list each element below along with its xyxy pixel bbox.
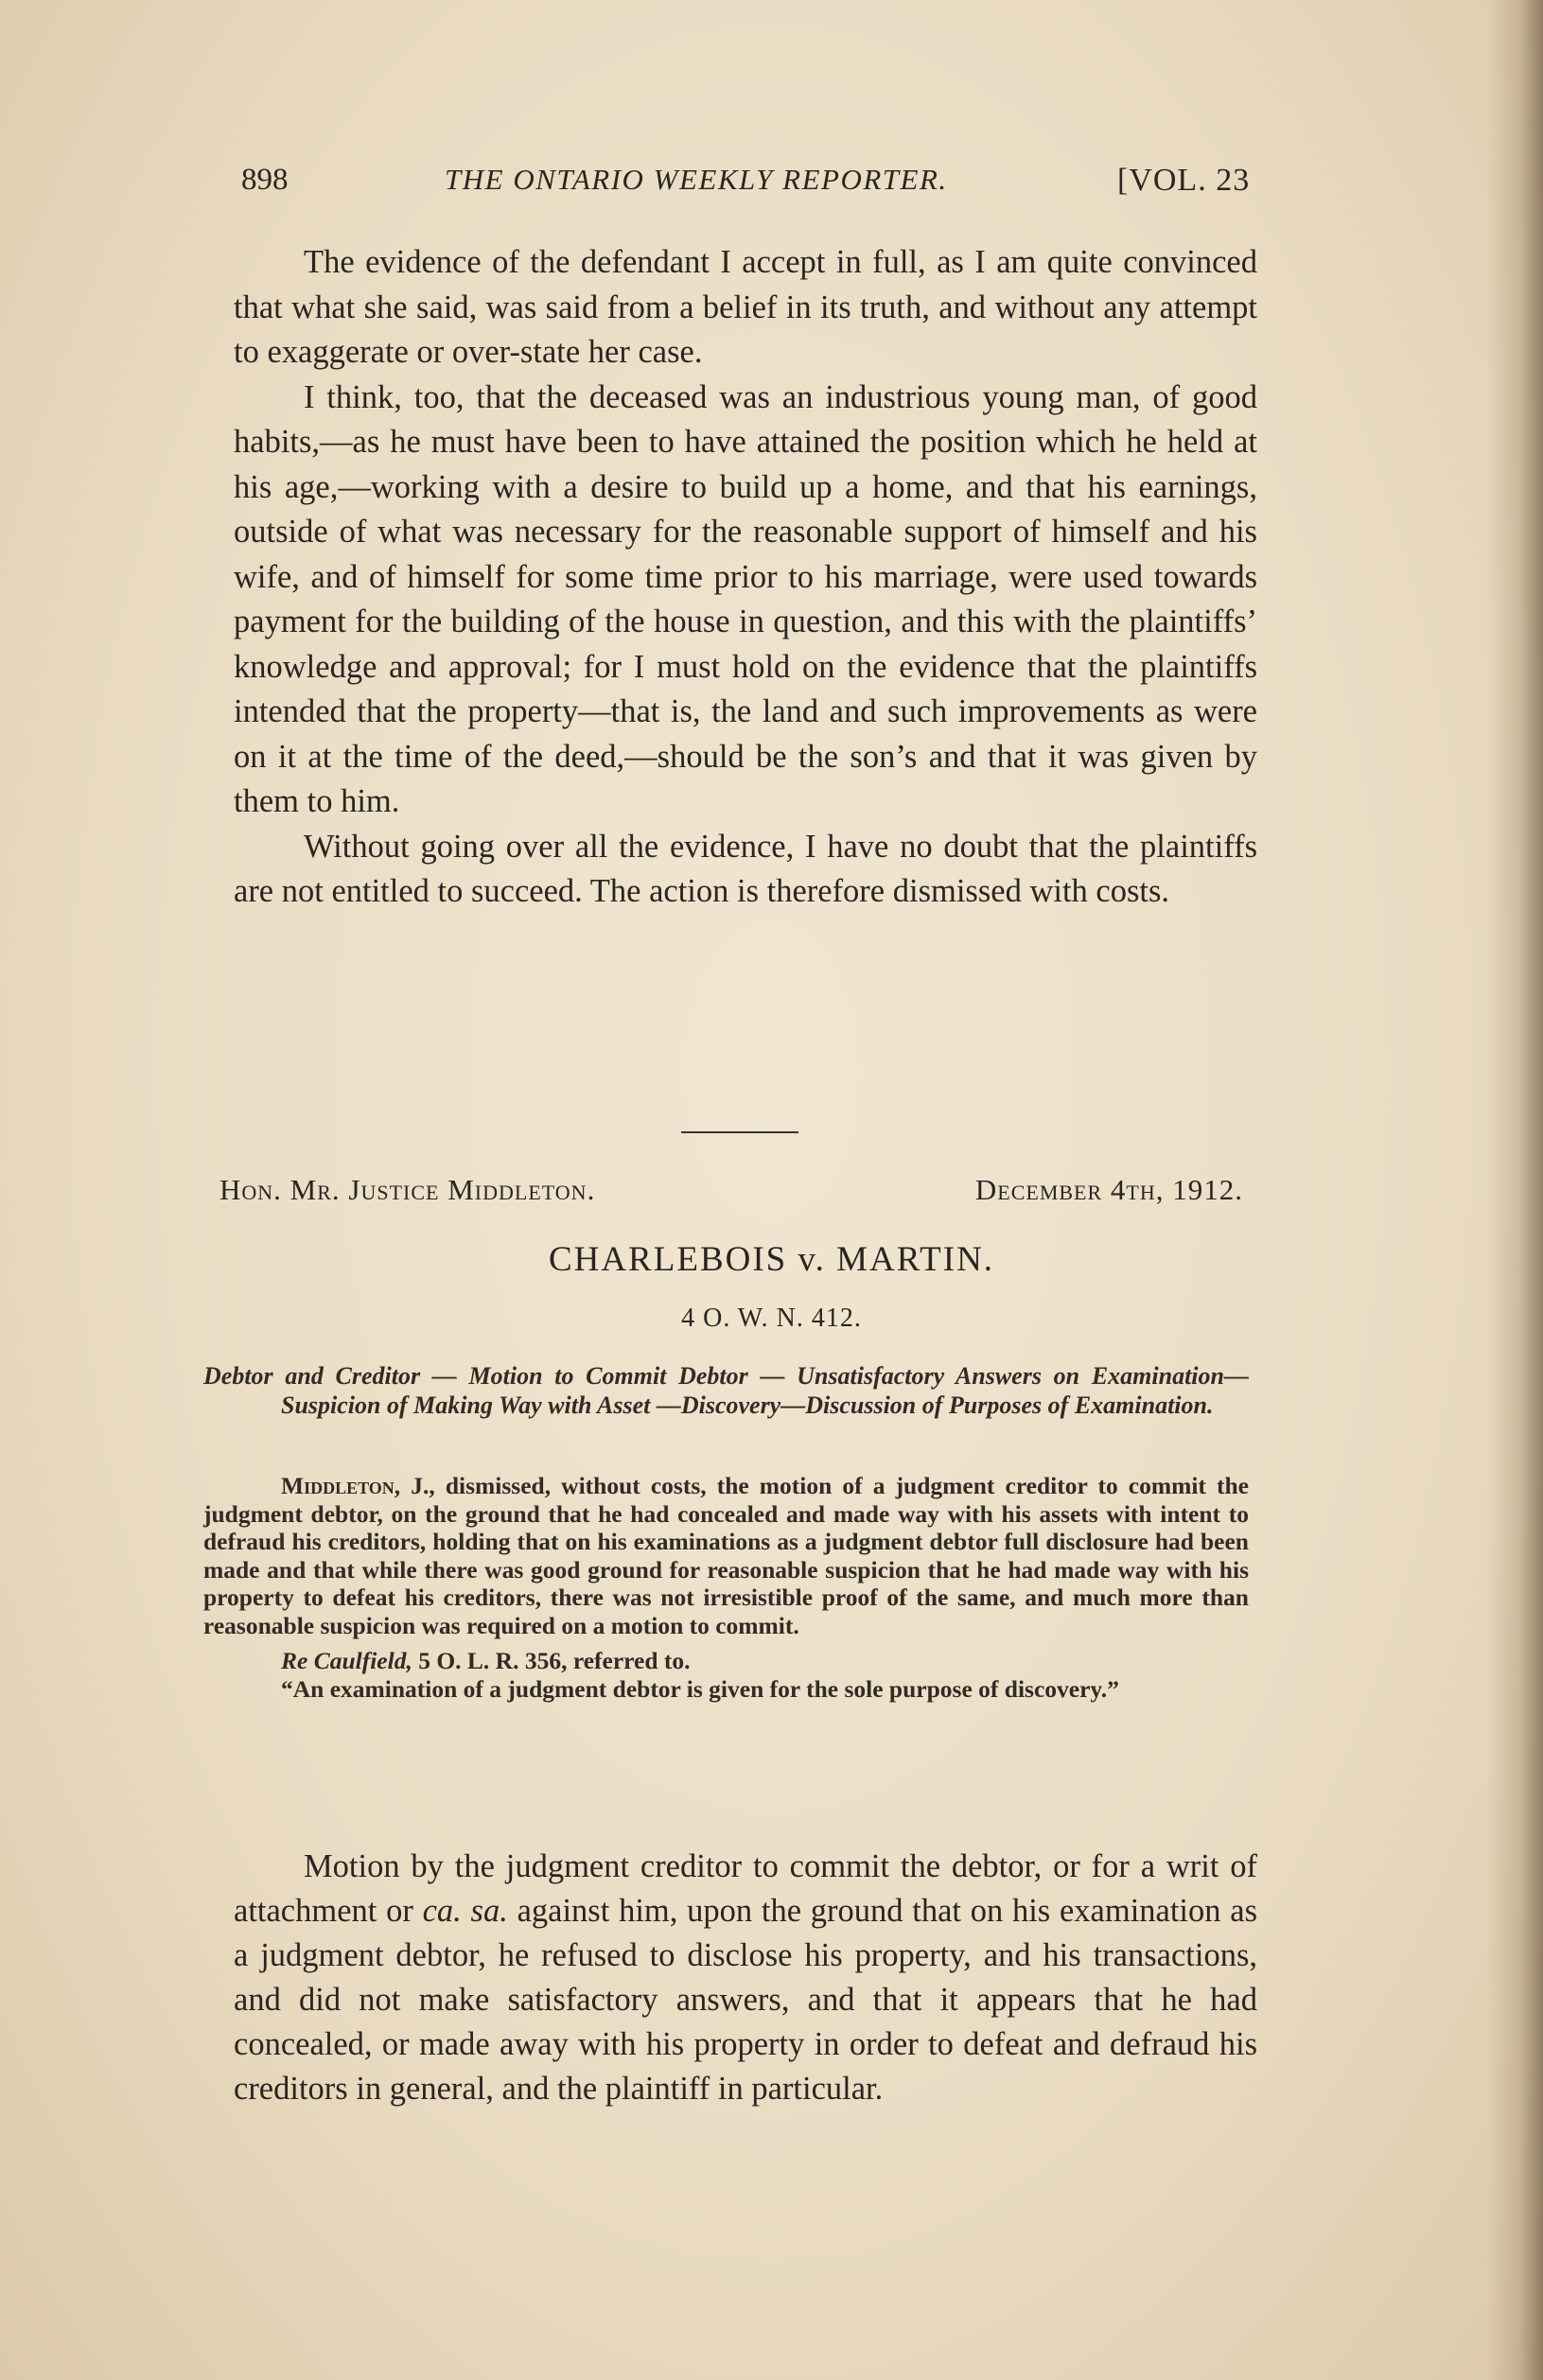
reference-paragraph xyxy=(203,1647,1249,1675)
page-number: 898 xyxy=(241,163,289,197)
motion-text xyxy=(234,1845,1257,2111)
decision-date: December 4th, 1912. xyxy=(974,1173,1243,1206)
running-title: THE ONTARIO WEEKLY REPORTER. xyxy=(445,163,948,196)
summary-paragraph xyxy=(203,1472,1249,1639)
summary-judge: Middleton, J., xyxy=(281,1472,435,1499)
case-summary xyxy=(203,1472,1249,1703)
paragraph: I think, too, that the deceased was an industrious young man, of good habits,—as he must have been to have attained the position which he held at his age,—working with a desire to build up a home, and that his earnings, outside of what was necessary for the reasonable support of himself and his wife, and of himself for some time prior to his marriage, were used towards payment for the building of the house in question, and this with the plaintiffs’ knowledge and approval; for I must hold on the evidence that the plaintiffs intended that the property—that is, the land and such improvements as were on it at the time of the deed,—should be the son’s and that it was given by them to him. xyxy=(234,378,1257,819)
judge-name: Hon. Mr. Justice Middleton. xyxy=(219,1173,596,1206)
opinion-conclusion xyxy=(234,240,1257,915)
summary-text: dismissed, without costs, the motion of a judgment creditor to commit the judgment debtor, on the ground that he had concealed and made way with his assets with intent to defraud his creditors, holding that on his examinations as a judgment debtor full disclosure had been made and that while there was good ground for reasonable suspicion that he had made way with his property to defeat his creditors, there was not irresistible proof of the same, and much more than reasonable suspicion was required on a motion to commit. xyxy=(203,1472,1249,1639)
reference-case: Re Caulfield, xyxy=(281,1647,412,1674)
headnote xyxy=(203,1362,1249,1420)
running-header xyxy=(241,163,1263,210)
motion-writ: ca. sa. xyxy=(422,1893,508,1929)
page-edge-shadow xyxy=(1486,0,1543,2380)
section-divider xyxy=(681,1131,798,1133)
paragraph: Without going over all the evidence, I have no doubt that the plaintiffs are not entitled to succeed. The action is therefore dismissed with costs. xyxy=(234,828,1257,909)
headnote-text: Debtor and Creditor — Motion to Commit Debtor — Unsatisfactory Answers on Examination—Suspicion of Making Way with Asset —Discovery—Discussion of Purposes of Examination. xyxy=(203,1362,1249,1419)
case-title: CHARLEBOIS v. MARTIN. xyxy=(548,1240,995,1279)
paragraph: The evidence of the defendant I accept in full, as I am quite convinced that what she said, was said from a belief in its truth, and without any attempt to exaggerate or over-state her case. xyxy=(234,244,1257,370)
reference-text: 5 O. L. R. 356, referred to. xyxy=(412,1647,691,1674)
motion-paragraph xyxy=(234,1845,1257,2111)
case-judge-line xyxy=(219,1173,1243,1211)
case-citation: 4 O. W. N. 412. xyxy=(681,1304,862,1333)
volume-label: [VOL. 23 xyxy=(1117,163,1251,198)
quote-paragraph: “An examination of a judgment debtor is given for the sole purpose of discovery.” xyxy=(281,1674,1119,1703)
motion-text-before: Motion by the judgment creditor to commit the debtor, or for a writ of attachment or xyxy=(234,1848,1257,1929)
motion-text-after: against him, upon the ground that on his examination as a judgment debtor, he refused to disclose his property, and his transactions, and did not make satisfactory answers, and that it appears that he had concealed, or made away with his property in order to defeat and defraud his creditors in general, and the plaintiff in particular. xyxy=(234,1893,1257,2107)
